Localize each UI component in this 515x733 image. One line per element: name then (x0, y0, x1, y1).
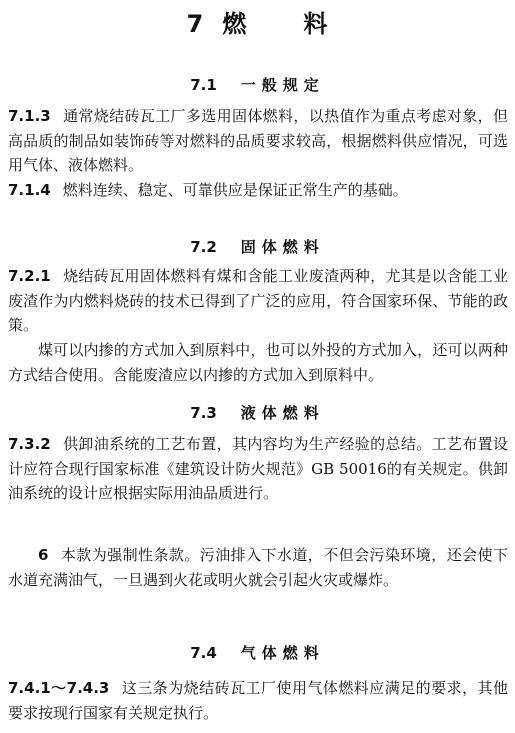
clause-7-3-2 (8, 432, 508, 506)
clause-7-4-1-to-7-4-3 (8, 676, 508, 725)
clause-text: 供卸油系统的工艺布置，其内容均为生产经验的总结。工艺布置设计应符合现行国家标准《建筑设计防火规范》GB 50016的有关规定。供卸油系统的设计应根据实际用油品质进行。 (8, 435, 508, 502)
section-title: 固体燃料 (240, 238, 325, 256)
clause-number: 7.3.2 (8, 435, 51, 453)
section-number: 7.2 (190, 238, 217, 256)
clause-text: 通常烧结砖瓦工厂多选用固体燃料，以热值作为重点考虑对象，但高品质的制品如装饰砖等对燃料的品质要求较高，根据燃料供应情况，可选用气体、液体燃料。 (8, 107, 508, 174)
section-heading-7-3 (0, 402, 515, 423)
clause-number: 7.1.3 (8, 107, 51, 125)
clause-7-3-2-item-6 (8, 543, 508, 592)
clause-number: 7.2.1 (8, 267, 51, 285)
section-number: 7.3 (190, 404, 217, 422)
item-number: 6 (38, 546, 49, 564)
chapter-title (0, 4, 515, 39)
clause-text: 烧结砖瓦用固体燃料有煤和含能工业废渣两种，尤其是以含能工业废渣作为内燃料烧砖的技术已得到了广泛的应用，符合国家环保、节能的政策。 (8, 267, 508, 334)
clause-7-2-1 (8, 264, 508, 338)
chapter-title-part1: 燃 (222, 10, 248, 38)
paragraph-7-2-continued (8, 338, 508, 387)
section-number: 7.1 (190, 76, 217, 94)
clause-text: 燃料连续、稳定、可靠供应是保证正常生产的基础。 (62, 181, 408, 199)
clause-number: 7.4.1～7.4.3 (8, 679, 110, 697)
item-text: 本款为强制性条款。污油排入下水道，不但会污染环境，还会使下水道充满油气，一旦遇到火花或明火就会引起火灾或爆炸。 (8, 546, 508, 589)
section-title: 液体燃料 (240, 404, 325, 422)
chapter-number: 7 (186, 10, 205, 38)
section-heading-7-4 (0, 642, 515, 663)
clause-text: 这三条为烧结砖瓦工厂使用气体燃料应满足的要求，其他要求按现行国家有关规定执行。 (8, 679, 508, 722)
section-heading-7-1 (0, 74, 515, 95)
section-number: 7.4 (190, 644, 217, 662)
clause-number: 7.1.4 (8, 181, 51, 199)
section-heading-7-2 (0, 236, 515, 257)
clause-7-1-3 (8, 104, 508, 178)
paragraph-text: 煤可以内掺的方式加入到原料中，也可以外投的方式加入，还可以两种方式结合使用。含能废渣应以内掺的方式加入到原料中。 (8, 341, 508, 384)
section-title: 一般规定 (240, 76, 325, 94)
clause-7-1-4 (8, 178, 508, 203)
chapter-title-part2: 料 (303, 10, 329, 38)
section-title: 气体燃料 (240, 644, 325, 662)
